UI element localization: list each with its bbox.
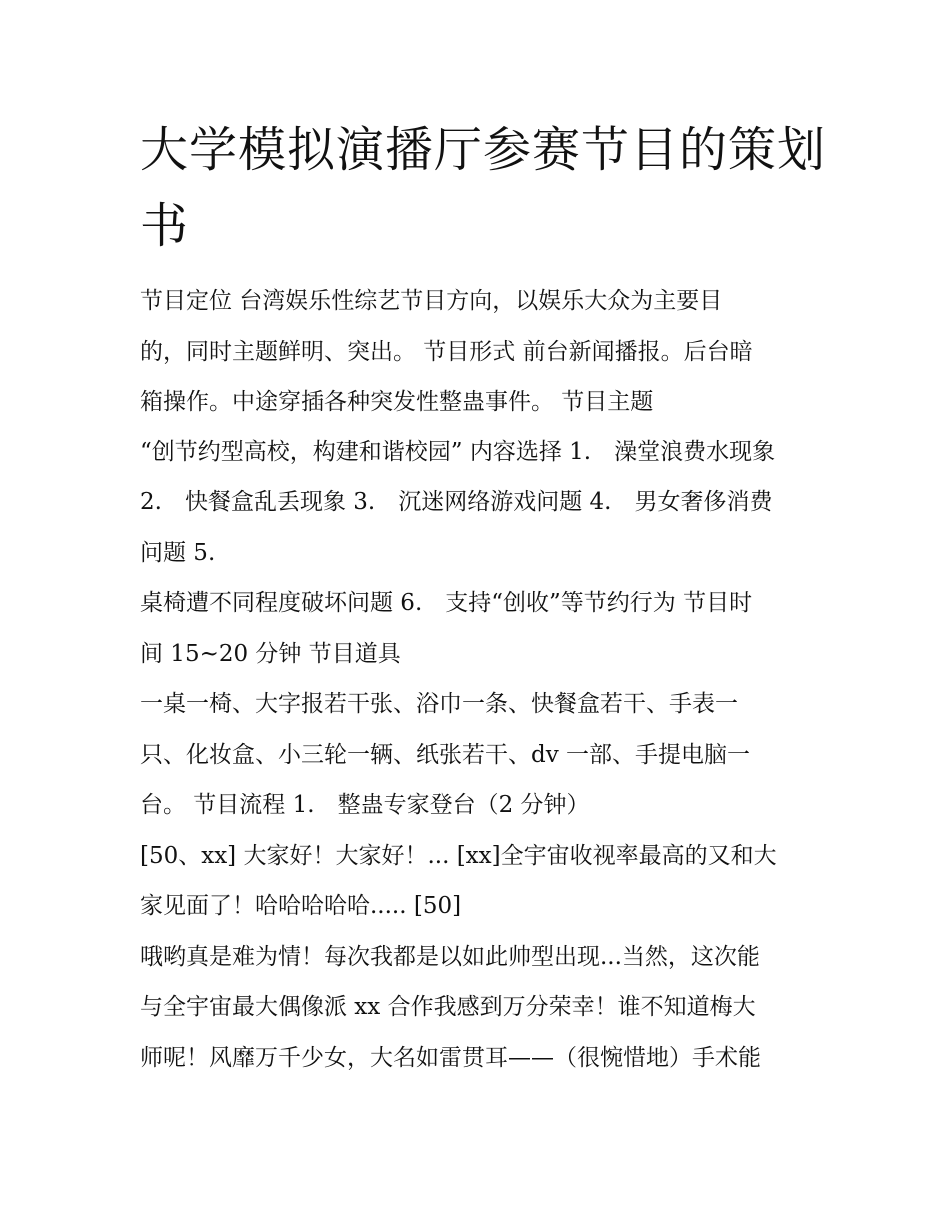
- body-line: 间 15~20 分钟 节目道具: [140, 641, 401, 667]
- body-line: 台。 节目流程 1. 整蛊专家登台（2 分钟）: [140, 792, 590, 818]
- body-line: 哦哟真是难为情！每次我都是以如此帅型出现...当然，这次能: [140, 944, 760, 970]
- document-title: 大学模拟演播厅参赛节目的策划书: [140, 122, 827, 254]
- body-line: 的，同时主题鲜明、突出。 节目形式 前台新闻播报。后台暗: [140, 339, 753, 365]
- body-line: 桌椅遭不同程度破坏问题 6. 支持“创收”等节约行为 节目时: [140, 590, 753, 616]
- body-line: 一桌一椅、大字报若干张、浴巾一条、快餐盒若干、手表一: [140, 691, 738, 717]
- body-line: 与全宇宙最大偶像派 xx 合作我感到万分荣幸！谁不知道梅大: [140, 994, 756, 1020]
- body-line: 节目定位 台湾娱乐性综艺节目方向，以娱乐大众为主要目: [140, 288, 723, 314]
- body-line: “创节约型高校，构建和谐校园” 内容选择 1. 澡堂浪费水现象: [140, 439, 776, 465]
- body-line: 2. 快餐盒乱丢现象 3. 沉迷网络游戏问题 4. 男女奢侈消费: [140, 489, 773, 515]
- body-line: 只、化妆盒、小三轮一辆、纸张若干、dv 一部、手提电脑一: [140, 742, 751, 768]
- body-line: 箱操作。中途穿插各种突发性整蛊事件。 节目主题: [140, 389, 654, 415]
- body-line: 家见面了！哈哈哈哈哈..... [50]: [140, 893, 462, 919]
- body-line: 师呢！风靡万千少女，大名如雷贯耳——（很惋惜地）手术能: [140, 1045, 761, 1071]
- body-line: [50、xx] 大家好！大家好！... [xx]全宇宙收视率最高的又和大: [140, 843, 777, 869]
- body-line: 问题 5.: [140, 540, 216, 566]
